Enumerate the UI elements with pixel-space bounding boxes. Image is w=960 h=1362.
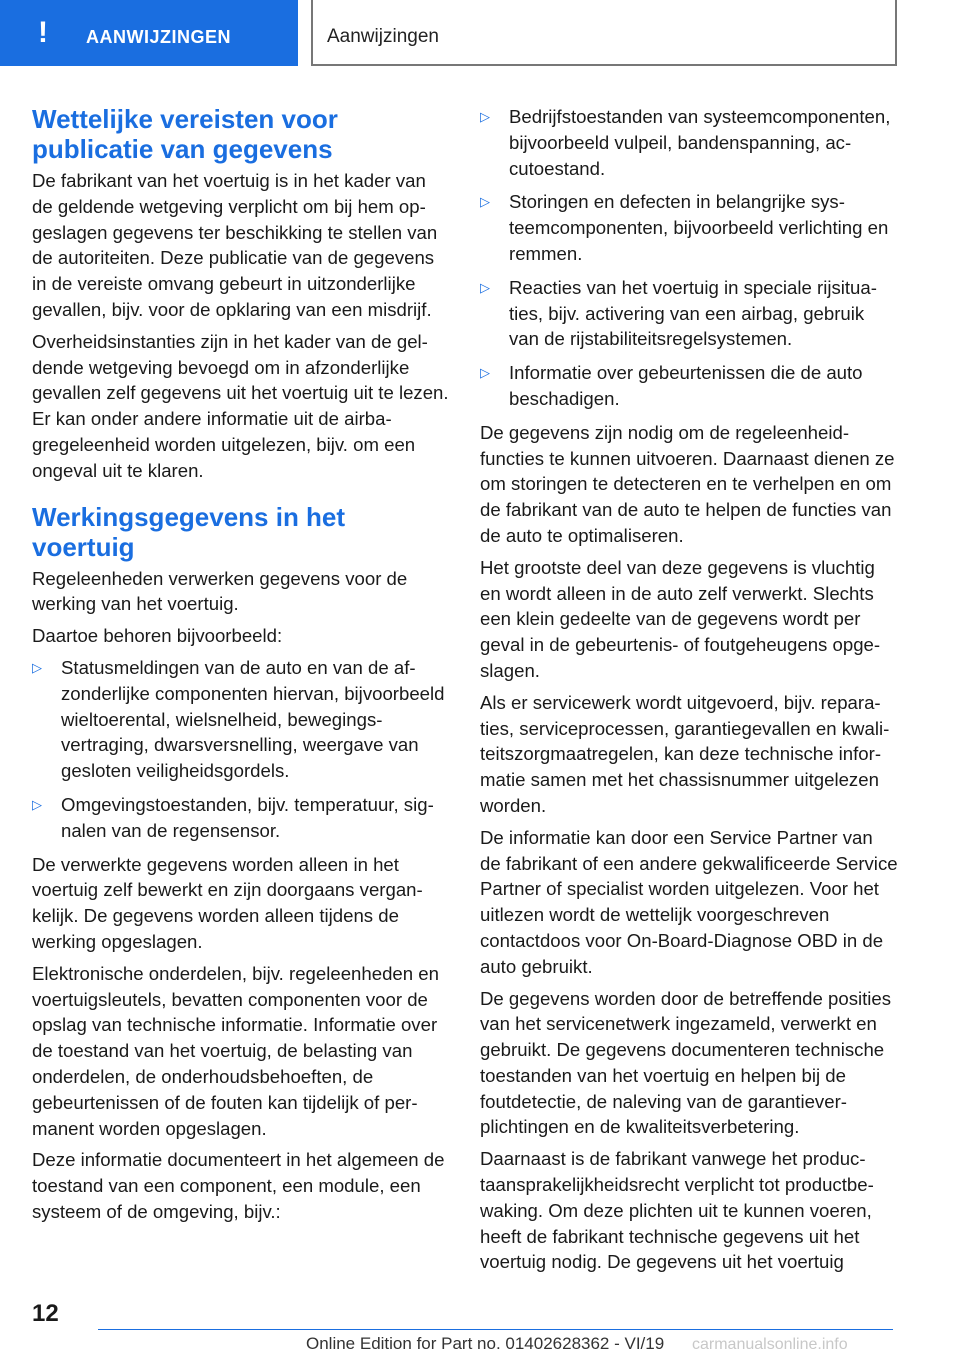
list-item-text: Bedrijfstoestanden van systeemcomponenten, bijvoorbeeld vulpeil, bandenspanning, accutoestand. [509, 106, 891, 179]
triangle-bullet-icon: ▷ [480, 194, 490, 210]
paragraph: Daartoe behoren bijvoorbeeld: [32, 625, 283, 647]
edition-note: Online Edition for Part no. 01402628362 - VI/19 [306, 1334, 665, 1353]
heading-operating-data: Werkingsgegevens in het voertuig [32, 501, 346, 562]
paragraph: Daarnaast is de fabrikant vanwege het productaansprakelijkheidsrecht verplicht tot productbewaking. Om deze plichten uit te kunnen voeren, heeft de fabrikant technische gegevens uit het voertuig nodig. De gegevens uit het voertuig [480, 1148, 874, 1273]
paragraph: Elektronische onderdelen, bijv. regeleenheden en voertuigsleutels, bevatten componenten voor de opslag van technische informatie. Informatie over de toestand van het voertuig, de belasting van onderdelen, de onderhoudsbehoeften, de gebeurtenissen of de fouten kan tijdelijk of permanent worden opgeslagen. [32, 962, 439, 1139]
paragraph: Overheidsinstanties zijn in het kader van de geldende wetgeving bevoegd om in afzonderlijke gevallen zelf gegevens uit het voertuig uit te lezen. Er kan onder andere informatie uit de airbagregeleenheid worden uitgelezen, bijv. om een ongeval uit te klaren. [32, 330, 449, 481]
watermark: carmanualsonline.info [692, 1336, 848, 1353]
triangle-bullet-icon: ▷ [480, 365, 490, 381]
chapter-box [311, 0, 897, 66]
right-column [480, 104, 898, 1281]
chapter-title: Aanwijzingen [327, 26, 439, 47]
paragraph: De verwerkte gegevens worden alleen in het voertuig zelf bewerkt en zijn doorgaans vergankelijk. De gegevens worden alleen tijdens de werking opgeslagen. [32, 853, 423, 952]
list-item [32, 792, 450, 844]
triangle-bullet-icon: ▷ [480, 279, 490, 295]
page-header [0, 0, 960, 66]
paragraph: De fabrikant van het voertuig is in het kader van de geldende wetgeving verplicht om bij hem opgeslagen gegevens ter beschikking te stellen van de autoriteiten. Deze publicatie van de gegevens in de vereiste omvang gebeurt in uitzonderlijke gevallen, bijv. voor de opklaring van een misdrijf. [32, 170, 438, 320]
list-item [32, 655, 450, 784]
list-item [480, 275, 898, 352]
paragraph: Als er servicewerk wordt uitgevoerd, bijv. reparaties, serviceprocessen, garantiegevallen en kwaliteitszorgmaatregelen, kan deze technische informatie samen met het chassisnummer uitgelezen worden. [480, 691, 890, 816]
section-label: AANWIJZINGEN [86, 27, 231, 47]
footer-divider [98, 1329, 893, 1330]
paragraph: Regeleenheden verwerken gegevens voor de werking van het voertuig. [32, 567, 408, 615]
triangle-bullet-icon: ▷ [32, 659, 42, 675]
heading-legal-requirements: Wettelijke vereisten voor publicatie van gegevens [32, 104, 338, 164]
list-item-text: Storingen en defecten in belangrijke systeemcomponenten, bijvoorbeeld verlichting en remmen. [509, 191, 889, 264]
paragraph: De gegevens zijn nodig om de regeleenheidfuncties te kunnen uitvoeren. Daarnaast dienen ze om storingen te detecteren en te verhelpen en om de fabrikant van de auto te helpen de functies van de auto te optimaliseren. [480, 421, 895, 546]
exclamation-icon: ! [38, 16, 48, 49]
list-item [480, 104, 898, 181]
paragraph: Deze informatie documenteert in het algemeen de toestand van een component, een module, een systeem of de omgeving, bijv.: [32, 1149, 445, 1222]
page-number: 12 [32, 1300, 59, 1327]
section-tab [0, 0, 298, 66]
triangle-bullet-icon: ▷ [32, 796, 42, 812]
list-item-text: Reacties van het voertuig in speciale rijsituaties, bijv. activering van een airbag, gebruik van de rijstabiliteitsregelsystemen. [509, 276, 877, 350]
list-item [480, 189, 898, 266]
paragraph: Het grootste deel van deze gegevens is vluchtig en wordt alleen in de auto zelf verwerkt. Slechts een klein gedeelte van de gegevens wordt per geval in de gebeurtenis- of foutgeheugens opgeslagen. [480, 556, 881, 681]
paragraph: De informatie kan door een Service Partner van de fabrikant of een andere gekwalificeerde Service Partner of specialist worden uitgelezen. Voor het uitlezen wordt de wettelijk voorgeschreven contactdoos voor On-Board-Diagnose OBD in de auto gebruikt. [480, 826, 898, 977]
list-item-text: Informatie over gebeurtenissen die de auto beschadigen. [509, 362, 863, 409]
list-item-text: Statusmeldingen van de auto en van de afzonderlijke componenten hiervan, bijvoorbeeld wieltoerental, wielsnelheid, bewegingsvertraging, dwarsversnelling, weergave van gesloten veiligheidsgordels. [61, 656, 445, 782]
left-column [32, 104, 450, 1231]
list-item-text: Omgevingstoestanden, bijv. temperatuur, signalen van de regensensor. [61, 793, 434, 841]
triangle-bullet-icon: ▷ [480, 109, 490, 124]
list-item [480, 360, 898, 412]
paragraph: De gegevens worden door de betreffende posities van het servicenetwerk ingezameld, verwerkt en gebruikt. De gegevens documenteren technische toestanden van het voertuig en helpen bij de foutdetectie, de naleving van de garantieverplichtingen en de kwaliteitsverbetering. [480, 987, 892, 1138]
